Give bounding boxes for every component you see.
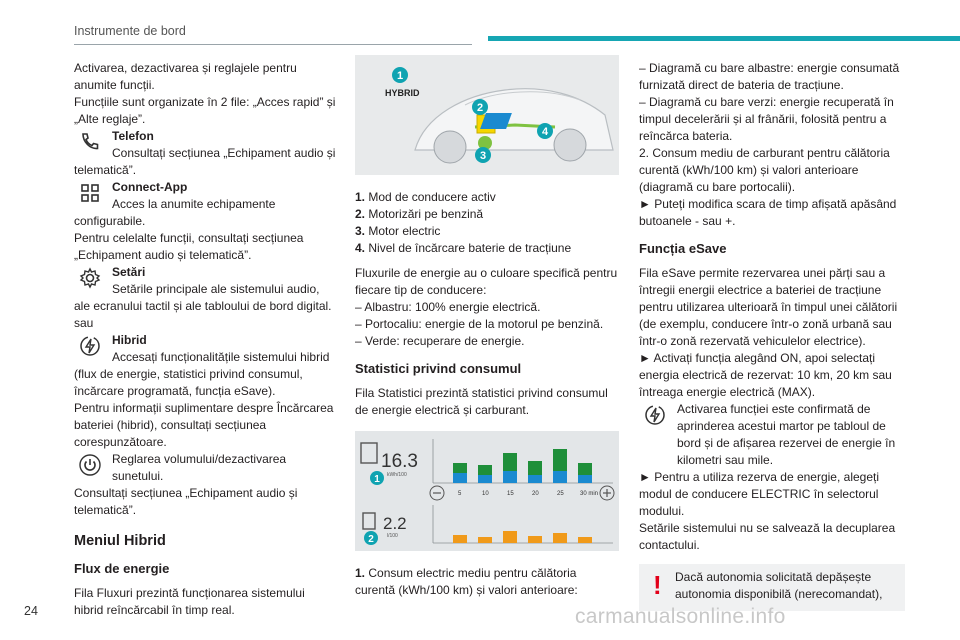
flow-blue: – Albastru: 100% energie electrică. — [355, 300, 541, 314]
volume-item — [74, 451, 336, 485]
column-2 — [355, 55, 619, 599]
svg-text:25: 25 — [557, 491, 564, 497]
svg-text:2: 2 — [368, 534, 374, 545]
warning-exclamation-icon: ! — [653, 570, 662, 600]
time-ticks — [458, 491, 598, 497]
value-fuel: 2.2 — [383, 514, 407, 533]
timescale-text: ► Puteți modifica scara de timp afișată apăsând butoanele - sau +. — [639, 197, 897, 228]
svg-text:10: 10 — [482, 491, 489, 497]
confirm-text: Activarea funcției este confirmată de aprinderea acestui martor pe tabloul de bord și de afișarea rezervei de energie în kilometri sau mile. — [677, 402, 896, 467]
warning-text: Dacă autonomia solicitată depășește autonomia disponibilă (nerecomandat), — [675, 570, 883, 601]
stats-title: Statistici privind consumul — [355, 361, 522, 376]
connect-app-text: Acces la anumite echipamente configurabile. — [74, 197, 276, 228]
stat-item-1: 1. Consum electric mediu pentru călătoria curentă (kWh/100 km) și valori anterioare: — [355, 566, 578, 597]
volume-title: Reglarea volumului/dezactivarea sunetului. — [112, 452, 287, 483]
hybrid-item — [74, 332, 336, 349]
flow-green: – Verde: recuperare de energie. — [355, 334, 525, 348]
fuel-bars — [453, 531, 592, 543]
list-item-2: 2. Motorizări pe benzină — [355, 207, 484, 221]
fuel-pump-icon — [363, 513, 375, 529]
settings-title: Setări — [112, 265, 146, 279]
settings-text: Setările principale ale sistemului audio, ale ecranului tactil și ale tabloului de bord digital. — [74, 282, 332, 313]
more-info-text: Pentru informații suplimentare despre Încărcarea bateriei (hibrid), consultați secțiunea corespunzătoare. — [74, 401, 334, 449]
svg-text:15: 15 — [507, 491, 514, 497]
connect-app-title: Connect-App — [112, 180, 188, 194]
hybrid-text: Accesați funcționalitățile sistemului hibrid (flux de energie, statistici privind consumul, încărcare programată, funcția eSave). — [74, 350, 330, 398]
marker-2 — [472, 99, 488, 115]
electric-bars — [453, 449, 592, 483]
use-reserve-text: ► Pentru a utiliza rezerva de energie, alegeți modul de conducere ELECTRIC în selectorul modului. — [639, 470, 880, 518]
header-rule — [74, 44, 472, 45]
settings-gear-icon — [78, 266, 102, 290]
column-1 — [74, 60, 336, 619]
settings-item — [74, 264, 336, 281]
connect-app-item — [74, 179, 336, 196]
list-item-3: 3. Motor electric — [355, 224, 441, 238]
sau-text: sau — [74, 316, 94, 330]
svg-text:1: 1 — [374, 474, 380, 485]
esave-title: Funcția eSave — [639, 241, 727, 256]
apps-grid-icon — [78, 181, 102, 205]
consumption-statistics-screen — [355, 431, 619, 551]
value-electric: 16.3 — [381, 451, 418, 472]
not-saved-text: Setările sistemului nu se salvează la decuplarea contactului. — [639, 521, 896, 552]
svg-text:20: 20 — [532, 491, 539, 497]
svg-text:5: 5 — [458, 491, 462, 497]
unit-electric: kWh/100 — [387, 472, 407, 478]
svg-text:4: 4 — [541, 126, 549, 138]
esave-text: Fila eSave permite rezervarea unei părți sau a întregii energii electrice a bateriei de tracțiune pentru utilizarea ulterioară în timpul unei călătorii (de exemplu, conducere într-o zonă urbană sau într-o zonă rezervată vehiculelor electrice). — [639, 266, 898, 348]
marker-1 — [392, 67, 408, 83]
esave-step: ► Activați funcția alegând ON, apoi selectați energia electrică de rezervat: 10 km, 20 km sau întreaga energie electrică (MAX). — [639, 351, 892, 399]
svg-text:30 min: 30 min — [580, 491, 599, 497]
energy-flow-text: Fila Fluxuri prezintă funcționarea sistemului hibrid reîncărcabil în timp real. — [74, 586, 305, 617]
phone-item — [74, 128, 336, 145]
hybrid-car-illustration — [355, 55, 619, 175]
ev-plug-icon — [361, 443, 377, 463]
phone-icon — [78, 130, 102, 154]
warning-box — [639, 564, 905, 611]
stats-drawing — [355, 431, 619, 551]
blue-bars-text: – Diagramă cu bare albastre: energie consumată furnizată direct de bateria de tracțiune. — [639, 61, 900, 92]
esave-confirm-item — [639, 401, 905, 469]
page-number: 24 — [24, 604, 38, 618]
volume-after-text: Consultați secțiunea „Echipament audio și telematică”. — [74, 486, 298, 517]
unit-fuel: l/100 — [387, 533, 398, 539]
header-accent-bar — [488, 36, 960, 41]
fuel-consumption-text: 2. Consum mediu de carburant pentru călătoria curentă (kWh/100 km) și valori anterioare (diagramă cu bare portocalii). — [639, 146, 890, 194]
flow-orange: – Portocaliu: energie de la motorul pe benzină. — [355, 317, 604, 331]
green-bars-text: – Diagramă cu bare verzi: energie recuperată în timpul decelerării și al frânării, folosită pentru a reîncărca bateria. — [639, 95, 894, 143]
marker-chart-2 — [364, 531, 378, 545]
flows-intro: Fluxurile de energie au o culoare specifică pentru fiecare tip de conducere: — [355, 266, 618, 297]
menu-hybrid-title: Meniul Hibrid — [74, 533, 166, 549]
energy-flow-title: Flux de energie — [74, 561, 170, 576]
watermark: carmanualsonline.info — [575, 605, 786, 628]
header-section-title: Instrumente de bord — [74, 24, 186, 38]
hybrid-lightning-icon — [78, 334, 102, 358]
phone-text: Consultați secțiunea „Echipament audio și telematică”. — [74, 146, 336, 177]
column-3 — [639, 60, 905, 611]
car-drawing — [355, 55, 619, 175]
hybrid-label: HYBRID — [385, 88, 420, 98]
phone-title: Telefon — [112, 129, 154, 143]
svg-text:2: 2 — [476, 102, 484, 114]
list-item-1: 1. Mod de conducere activ — [355, 190, 496, 204]
svg-text:3: 3 — [479, 150, 487, 162]
marker-4 — [537, 123, 553, 139]
other-functions-text: Pentru celelalte funcții, consultați secțiunea „Echipament audio și telematică”. — [74, 231, 304, 262]
intro-line-2: Funcțiile sunt organizate în 2 file: „Acces rapid” și „Alte reglaje”. — [74, 95, 336, 126]
stats-text: Fila Statistici prezintă statistici privind consumul de energie electrică și carburant. — [355, 386, 608, 417]
svg-text:1: 1 — [396, 70, 404, 82]
marker-3 — [475, 147, 491, 163]
marker-chart-1 — [370, 471, 384, 485]
intro-line-1: Activarea, dezactivarea și reglajele pentru anumite funcții. — [74, 61, 297, 92]
hybrid-title: Hibrid — [112, 333, 147, 347]
power-button-icon — [78, 453, 102, 477]
list-item-4: 4. Nivel de încărcare baterie de tracțiune — [355, 241, 572, 255]
esave-indicator-icon — [643, 403, 667, 427]
